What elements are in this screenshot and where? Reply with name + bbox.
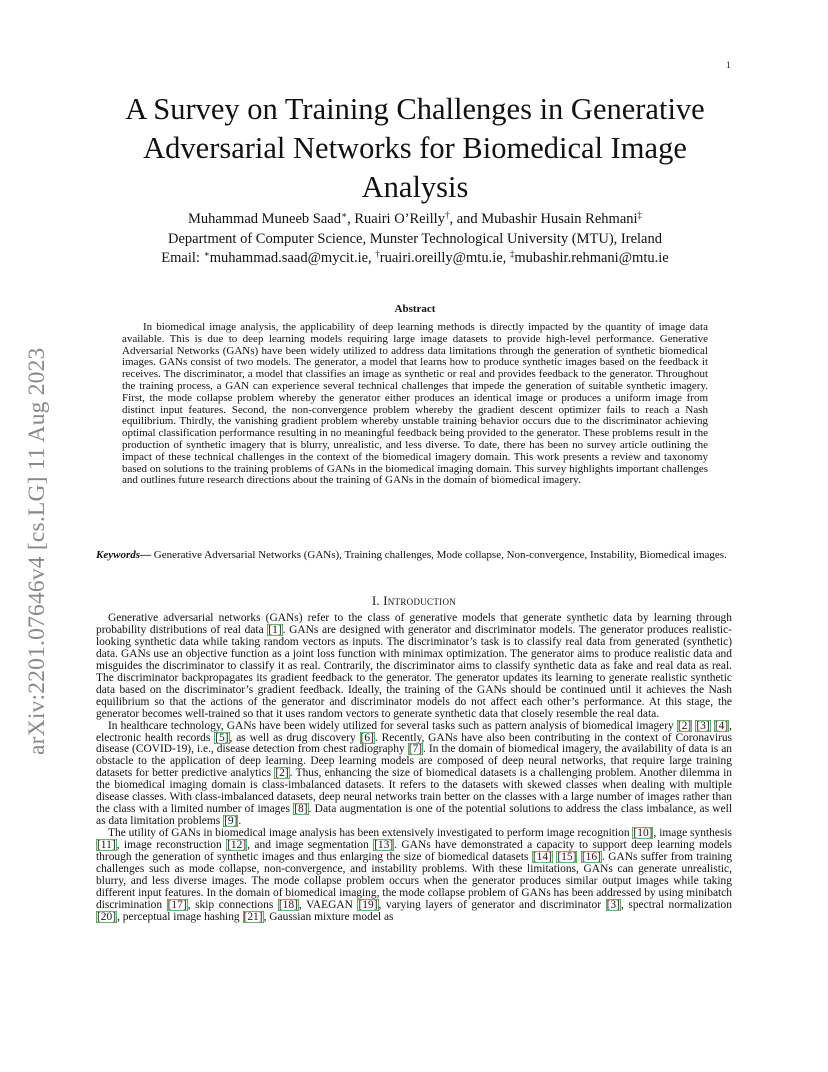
citation-link[interactable]: [5]	[215, 731, 229, 744]
paragraph: The utility of GANs in biomedical image analysis has been extensively investigated to perform image recognition [10], image synthesis [11], image reconstruction [12], and image segmentation [13]. GANs have demonstrated a capacity to support deep learning models through the generation of synthetic images and thus enlarging the size of biomedical datasets [14] [15] [16]. GANs suffer from training challenges such as mode collapse, non-convergence, and instability problems. With these limitations, GANs can generate unrealistic, blurry, and less diverse images. The mode collapse problem occurs when the generator produces similar output images while taking different input features. In the domain of biomedical imaging, the mode collapse problem of GANs has been addressed by using minibatch discrimination [17], skip connections [18], VAEGAN [19], varying layers of generator and discriminator [3], spectral normalization [20], perceptual image hashing [21], Gaussian mixture model as	[96, 827, 733, 923]
citation-link[interactable]: [10]	[633, 827, 653, 840]
citation-link[interactable]: [2]	[677, 719, 692, 732]
page-number: 1	[726, 60, 731, 70]
citation-link[interactable]: [9]	[224, 815, 238, 828]
abstract-heading: Abstract	[394, 303, 436, 315]
author-mark: ‡	[637, 210, 643, 220]
citation-link[interactable]: [14]	[532, 851, 552, 864]
abstract-text: In biomedical image analysis, the applicability of deep learning methods is directly impacted by the quantity of image data available. This is due to deep learning models requiring large image datasets to provide high-level performance. Generative Adversarial Networks (GANs) have been widely utilized to address data limitations through the generation of synthetic biomedical images. GANs consist of two models. The generator, a model that learns how to produce synthetic images based on the feedback it receives. The discriminator, a model that classifies an image as synthetic or real and provides feedback to the generator. Throughout the training process, a GAN can experience several technical challenges that impede the generation of suitable synthetic imagery. First, the mode collapse problem whereby the generator either produces an identical image or produces a uniform image from distinct input features. Second, the non-convergence problem whereby the gradient descent optimizer fails to reach a Nash equilibrium. Thirdly, the vanishing gradient problem whereby unstable training behavior occurs due to the discriminator achieving optimal classification performance resulting in no meaningful feedback being provided to the generator. These problems result in the production of synthetic imagery that is blurry, unrealistic, and less diverse. To date, there has been no survey article outlining the impact of these technical challenges in the context of the biomedical imagery domain. This work presents a review and taxonomy based on solutions to the training problems of GANs in the biomedical imaging domain. This survey highlights important challenges and outlines future research directions about the training of GANs in the domain of biomedical imagery.	[122, 321, 708, 487]
citation-link[interactable]: [19]	[358, 898, 378, 911]
citation-link[interactable]: [16]	[581, 851, 601, 864]
arxiv-identifier-sidebar: arXiv:2201.07646v4 [cs.LG] 11 Aug 2023	[24, 347, 50, 755]
citation-link[interactable]: [13]	[374, 839, 394, 852]
citation-link[interactable]: [2]	[275, 767, 289, 780]
introduction-body	[96, 613, 732, 924]
citation-link[interactable]: [4]	[714, 719, 729, 732]
citation-link[interactable]: [21]	[243, 910, 263, 923]
email-line	[90, 249, 740, 267]
email-mark: ‡	[509, 249, 515, 259]
author-name: , and Mubashir Husain Rehmani	[449, 211, 638, 227]
citation-link[interactable]: [1]	[268, 623, 282, 636]
citation-link[interactable]: [7]	[408, 743, 423, 756]
author-list	[90, 210, 740, 228]
paragraph: Generative adversarial networks (GANs) refer to the class of generative models that generate synthetic data by learning through probability distributions of real data [1]. GANs are designed with generator and discriminator models. The generator produces realistic-looking synthetic data while taking random vectors as inputs. The discriminator’s task is to classify real data from generated (synthetic) data. GANs use an objective function as a joint loss function with minimax optimization. The generator aims to produce realistic data and misguides the discriminator to classify it as real. Contrarily, the discriminator aims to classify synthetic data as fake and real data as real. The discriminator backpropagates its gradient feedback to the generator. The generator updates its learning to generate realistic synthetic data based on the discriminator’s gradient feedback. Ideally, the training of the GANs should be continued until it achieves the Nash equilibrium so that the actions of the generator and discriminator models do not affect each other’s performance. At this stage, the generator becomes well-trained so that it uses random vectors to generate synthetic data that closely resemble the real data.	[96, 612, 732, 720]
paper-title: A Survey on Training Challenges in Generative Adversarial Networks for Biomedical Image Analysis	[125, 92, 705, 204]
citation-link[interactable]: [6]	[360, 731, 374, 744]
author-name: Muhammad Muneeb Saad	[187, 211, 341, 227]
email-address[interactable]: muhammad.saad@mycit.ie,	[209, 250, 376, 266]
citation-link[interactable]: [12]	[227, 839, 247, 852]
section-number: I.	[371, 594, 384, 608]
email-label: Email:	[161, 250, 204, 266]
author-mark: ∗	[340, 210, 348, 220]
citation-link[interactable]: [3]	[606, 898, 620, 911]
email-address[interactable]: ruairi.oreilly@mtu.ie,	[379, 250, 510, 266]
citation-link[interactable]: [18]	[278, 898, 298, 911]
author-name: , Ruairi O’Reilly	[347, 211, 445, 227]
paragraph: In healthcare technology, GANs have been widely utilized for several tasks such as pattern analysis of biomedical imagery [2] [3] [4], electronic health records [5], as well as drug discovery [6]. Recently, GANs have also been contributing in the context of Coronavirus disease (COVID-19), i.e., disease detection from chest radiography [7]. In the domain of biomedical imagery, the availability of data is an obstacle to the application of deep learning. Deep learning models are composed of deep neural networks, that require large training datasets for better predictive analytics [2]. Thus, enhancing the size of biomedical datasets is a challenging problem. Another dilemma in the biomedical imaging domain is class-imbalanced datasets. It refers to the datasets with skewed classes when dealing with multiple disease classes. With class-imbalanced datasets, deep neural networks train better on the classes with a large number of images rather than the class with a limited number of images [8]. Data augmentation is one of the potential solutions to address the class imbalance, as well as data limitation problems [9].	[96, 719, 733, 828]
citation-link[interactable]: [8]	[294, 803, 308, 816]
section-title: Introduction	[383, 594, 457, 608]
keywords-label: Keywords—	[96, 549, 151, 561]
author-mark: †	[444, 210, 450, 220]
keywords	[96, 549, 732, 562]
citation-link[interactable]: [20]	[97, 910, 117, 923]
email-mark: †	[375, 249, 380, 259]
citation-link[interactable]: [17]	[167, 898, 187, 911]
citation-link[interactable]: [3]	[696, 719, 710, 732]
citation-link[interactable]: [15]	[557, 851, 577, 864]
email-mark: ∗	[203, 249, 210, 259]
keywords-text: Generative Adversarial Networks (GANs), Training challenges, Mode collapse, Non-convergence, Instability, Biomedical images.	[151, 549, 727, 561]
section-heading	[96, 594, 732, 609]
affiliation: Department of Computer Science, Munster Technological University (MTU), Ireland	[168, 231, 662, 247]
email-address[interactable]: mubashir.rehmani@mtu.ie	[514, 250, 669, 266]
citation-link[interactable]: [11]	[97, 839, 116, 852]
